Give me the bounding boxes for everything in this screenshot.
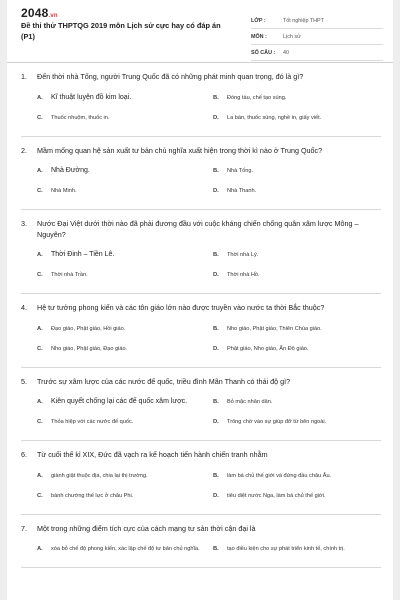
answer-option[interactable]	[37, 245, 205, 265]
answer-option[interactable]	[37, 319, 205, 339]
question-title	[21, 303, 381, 314]
question-item	[21, 294, 381, 368]
option-letter: B.	[213, 546, 219, 552]
option-letter: D.	[213, 114, 219, 121]
answer-option[interactable]	[213, 265, 381, 285]
exam-page	[7, 0, 393, 600]
meta-row-question-count	[251, 45, 383, 61]
option-text: Phật giáo, Nho giáo, Ấn Độ giáo.	[227, 345, 309, 352]
option-text: Thời Đinh – Tiền Lê.	[51, 251, 115, 258]
answer-option[interactable]	[213, 161, 381, 181]
option-text: Thời nhà Hồ.	[227, 272, 260, 278]
answer-option[interactable]	[213, 108, 381, 128]
option-letter: C.	[37, 345, 43, 352]
option-letter: A.	[37, 252, 43, 258]
answer-option[interactable]	[213, 466, 381, 486]
option-text: xóa bỏ chế độ phong kiến, xác lập chế độ tư bản chủ nghĩa.	[51, 546, 200, 552]
option-letter: D.	[213, 272, 219, 278]
option-text: làm bá chủ thế giới và đứng đầu châu Âu.	[227, 472, 332, 479]
option-letter: B.	[213, 252, 219, 258]
question-title	[21, 377, 381, 388]
option-letter: C.	[37, 492, 43, 499]
exam-title: Đề thi thử THPTQG 2019 môn Lịch sử cực hay có đáp án (P1)	[21, 21, 221, 41]
meta-label: MÔN :	[251, 33, 267, 40]
question-text: Nước Đại Việt dưới thời nào đã phải đương đầu với cuộc kháng chiến chống quân xâm lược Mông – Nguyên?	[37, 219, 359, 239]
answer-option[interactable]	[37, 265, 205, 285]
meta-value: 40	[283, 49, 289, 56]
question-text: Mầm mống quan hệ sản xuất tư bản chủ nghĩa xuất hiện trong thời kì nào ở Trung Quốc?	[37, 145, 323, 155]
answer-option[interactable]	[213, 245, 381, 265]
option-text: Nhà Minh.	[51, 188, 77, 194]
answer-option[interactable]	[213, 392, 381, 412]
answer-option[interactable]	[37, 392, 205, 412]
question-title	[21, 524, 381, 535]
question-title	[21, 219, 381, 240]
question-number: 5.	[21, 376, 27, 386]
option-letter: A.	[37, 546, 43, 552]
answer-option[interactable]	[213, 486, 381, 506]
answer-option[interactable]	[37, 339, 205, 359]
option-text: La bàn, thuốc súng, nghề in, giấy viết.	[227, 114, 322, 121]
answer-option[interactable]	[213, 181, 381, 201]
option-letter: B.	[213, 94, 219, 101]
answer-option[interactable]	[37, 108, 205, 128]
answer-option[interactable]	[37, 466, 205, 486]
question-item	[21, 441, 381, 515]
option-text: tạo điều kiện cho sự phát triển kinh tế, chính trị.	[227, 546, 345, 552]
option-text: Đóng tàu, chế tạo súng.	[227, 94, 287, 101]
meta-value: Lịch sử	[283, 33, 301, 40]
answer-option[interactable]	[37, 161, 205, 181]
site-logo[interactable]: 2048.vn	[21, 6, 58, 20]
option-text: Thời nhà Lý.	[227, 252, 259, 258]
question-number: 1.	[21, 72, 27, 81]
question-item	[21, 210, 381, 294]
question-title	[21, 146, 381, 157]
option-letter: A.	[37, 399, 43, 405]
option-letter: B.	[213, 472, 219, 479]
option-text: Đạo giáo, Phật giáo, Hồi giáo.	[51, 325, 126, 332]
option-letter: A.	[37, 94, 43, 101]
answer-options	[37, 539, 381, 559]
answer-option[interactable]	[213, 319, 381, 339]
question-list	[7, 63, 393, 568]
question-title	[21, 72, 381, 83]
meta-label: SỐ CÂU :	[251, 49, 276, 56]
answer-option[interactable]	[213, 412, 381, 432]
question-number: 6.	[21, 450, 27, 459]
question-number: 2.	[21, 145, 27, 155]
meta-row-subject	[251, 29, 383, 45]
option-text: Kĩ thuật luyện đồ kim loại.	[51, 93, 132, 101]
answer-option[interactable]	[37, 486, 205, 506]
option-letter: C.	[37, 114, 43, 121]
answer-option[interactable]	[37, 539, 205, 559]
option-letter: C.	[37, 188, 43, 194]
answer-options	[37, 466, 381, 506]
option-letter: D.	[213, 345, 219, 352]
option-text: tiêu diệt nước Nga, làm bá chủ thế giới.	[227, 492, 326, 499]
option-text: Nho giáo, Phật giáo, Đạo giáo.	[51, 345, 128, 352]
option-text: Thuốc nhuộm, thuốc in.	[51, 114, 110, 121]
meta-value: Tốt nghiệp THPT	[283, 17, 324, 24]
question-item	[21, 368, 381, 442]
question-text: Từ cuối thế kỉ XIX, Đức đã vạch ra kế hoạch tiến hành chiến tranh nhằm	[37, 450, 268, 459]
question-number: 3.	[21, 219, 27, 228]
answer-option[interactable]	[213, 339, 381, 359]
answer-option[interactable]	[37, 88, 205, 108]
answer-options	[37, 319, 381, 359]
question-item	[21, 137, 381, 211]
answer-options	[37, 245, 381, 285]
option-letter: C.	[37, 419, 43, 425]
option-text: Bỏ mặc nhân dân.	[227, 399, 273, 405]
option-text: Nhà Tống.	[227, 168, 254, 174]
option-letter: D.	[213, 419, 219, 425]
question-text: Trước sự xâm lược của các nước đế quốc, triều đình Mãn Thanh có thái độ gì?	[37, 376, 291, 386]
answer-options	[37, 392, 381, 432]
option-letter: A.	[37, 325, 43, 332]
option-text: Kiên quyết chống lại các đế quốc xâm lược.	[51, 398, 188, 405]
question-text: Đến thời nhà Tống, người Trung Quốc đã có những phát minh quan trọng, đó là gì?	[37, 72, 304, 81]
option-letter: B.	[213, 168, 219, 174]
option-letter: D.	[213, 188, 219, 194]
option-letter: A.	[37, 168, 43, 174]
option-letter: C.	[37, 272, 43, 278]
option-text: Trông chờ vào sự giúp đỡ từ bên ngoài.	[227, 419, 327, 425]
option-letter: A.	[37, 472, 43, 479]
option-text: Nhà Đường.	[51, 167, 90, 174]
option-letter: D.	[213, 492, 219, 499]
meta-label: LỚP :	[251, 17, 266, 24]
option-text: Thỏa hiệp với các nước đế quốc.	[51, 419, 134, 425]
answer-option[interactable]	[213, 88, 381, 108]
option-letter: B.	[213, 325, 219, 332]
answer-option[interactable]	[37, 181, 205, 201]
option-text: Nhà Thanh.	[227, 188, 257, 194]
question-number: 7.	[21, 523, 27, 533]
exam-header	[7, 0, 393, 63]
question-text: Hệ tư tưởng phong kiến và các tôn giáo lớn nào được truyền vào nước ta thời Bắc thuộc?	[37, 303, 325, 312]
question-item	[21, 63, 381, 137]
exam-meta-table	[251, 13, 383, 61]
option-text: giành giật thuộc địa, chia lại thị trường.	[51, 472, 148, 479]
answer-options	[37, 161, 381, 201]
option-letter: B.	[213, 399, 219, 405]
meta-row-class	[251, 13, 383, 29]
question-title	[21, 450, 381, 461]
option-text: bành chướng thế lực ở châu Phi.	[51, 492, 134, 499]
question-item	[21, 515, 381, 569]
answer-options	[37, 88, 381, 128]
answer-option[interactable]	[213, 539, 381, 559]
answer-option[interactable]	[37, 412, 205, 432]
option-text: Thời nhà Trần.	[51, 272, 88, 278]
question-text: Một trong những điểm tích cực của cách mạng tư sản thời cận đại là	[37, 523, 256, 533]
question-number: 4.	[21, 303, 27, 312]
option-text: Nho giáo, Phật giáo, Thiên Chúa giáo.	[227, 325, 322, 332]
